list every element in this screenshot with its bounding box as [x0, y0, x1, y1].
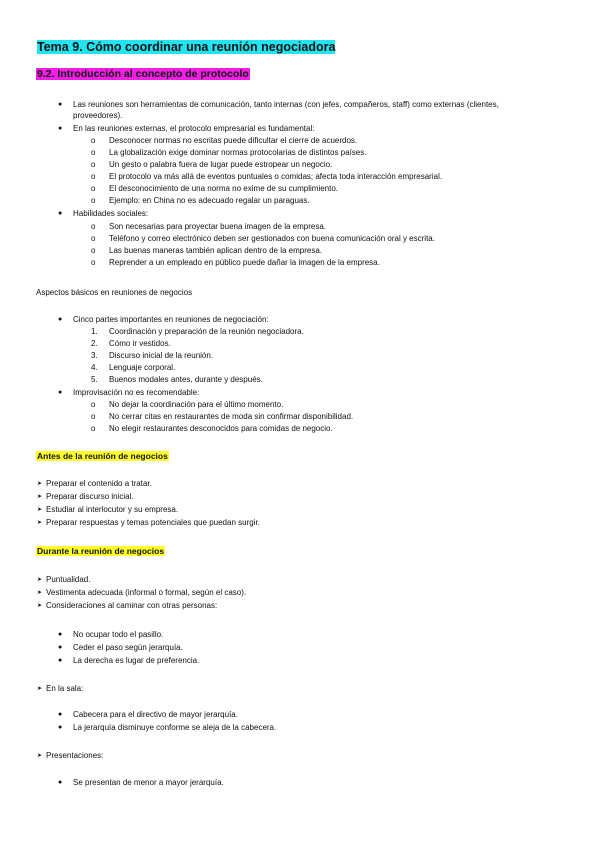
- list-item: La jerarquía disminuye conforme se aleja de la cabecera.: [73, 723, 277, 732]
- document-title: [36, 39, 336, 55]
- circle-bullet: o: [91, 184, 96, 193]
- list-item: Coordinación y preparación de la reunión negociadora.: [109, 327, 304, 336]
- intro-bullet-2: En las reuniones externas, el protocolo empresarial es fundamental:: [73, 124, 315, 133]
- list-item: Se presentan de menor a mayor jerarquía.: [73, 778, 224, 787]
- list-item: Son necesarias para proyectar buena imagen de la empresa.: [109, 222, 327, 231]
- circle-bullet: o: [91, 172, 96, 181]
- bullet-disc: ●: [58, 779, 63, 786]
- list-item: La derecha es lugar de preferencia.: [73, 656, 200, 665]
- list-item: Teléfono y correo electrónico deben ser gestionados con buena comunicación oral y escrita.: [109, 234, 435, 243]
- list-number: 3.: [91, 351, 98, 360]
- list-item: Cabecera para el directivo de mayor jerarquía.: [73, 710, 238, 719]
- aspects-bullet-2: Improvisación no es recomendable:: [73, 388, 200, 397]
- list-item: No cerrar citas en restaurantes de moda sin confirmar disponibilidad.: [109, 412, 354, 421]
- bullet-disc: ●: [58, 711, 63, 718]
- bullet-disc: ●: [58, 724, 63, 731]
- aspects-bullet-1: Cinco partes importantes en reuniones de negociación:: [73, 315, 269, 324]
- section-heading: [36, 67, 250, 81]
- list-item: Reprender a un empleado en público puede dañar la imagen de la empresa.: [109, 258, 380, 267]
- list-item: Cómo ir vestidos.: [109, 339, 171, 348]
- document-title-text: Tema 9. Cómo coordinar una reunión negociadora: [37, 40, 336, 54]
- aspects-heading: Aspectos básicos en reuniones de negocios: [36, 288, 193, 297]
- circle-bullet: o: [91, 234, 96, 243]
- list-item: Ejemplo: en China no es adecuado regalar un paraguas.: [109, 196, 310, 205]
- bullet-disc: ●: [58, 101, 63, 108]
- list-number: 1.: [91, 327, 98, 336]
- bullet-disc: ●: [58, 316, 63, 323]
- list-item: El protocolo va más allá de eventos puntuales o comidas; afecta toda interacción empresarial.: [109, 172, 443, 181]
- bullet-disc: ●: [58, 657, 63, 664]
- durante-heading: [36, 546, 165, 557]
- list-item: Estudiar al interlocutor y su empresa.: [46, 505, 179, 514]
- arrow-bullet: ➤: [37, 494, 43, 500]
- bullet-disc: ●: [58, 389, 63, 396]
- list-number: 2.: [91, 339, 98, 348]
- list-item: No dejar la coordinación para el último momento.: [109, 400, 284, 409]
- arrow-bullet: ➤: [37, 753, 43, 759]
- bullet-disc: ●: [58, 210, 63, 217]
- arrow-bullet: ➤: [37, 590, 43, 596]
- arrow-bullet: ➤: [37, 577, 43, 583]
- circle-bullet: o: [91, 424, 96, 433]
- list-item: Preparar respuestas y temas potenciales que puedan surgir.: [46, 518, 260, 527]
- list-item: Discurso inicial de la reunión.: [109, 351, 214, 360]
- arrow-bullet: ➤: [37, 481, 43, 487]
- section-heading-text: 9.2. Introducción al concepto de protocolo: [37, 68, 249, 80]
- list-number: 5.: [91, 375, 98, 384]
- arrow-bullet: ➤: [37, 686, 43, 692]
- list-item: Preparar el contenido a tratar.: [46, 479, 152, 488]
- list-item: Las buenas maneras también aplican dentro de la empresa.: [109, 246, 323, 255]
- list-number: 4.: [91, 363, 98, 372]
- circle-bullet: o: [91, 412, 96, 421]
- durante-heading-text: Durante la reunión de negocios: [37, 546, 165, 556]
- circle-bullet: o: [91, 258, 96, 267]
- list-item: No elegir restaurantes desconocidos para comidas de negocio.: [109, 424, 333, 433]
- intro-bullet-1: Las reuniones son herramientas de comunicación, tanto internas (con jefes, compañeros, staff) como externas (clientes,: [73, 100, 499, 109]
- circle-bullet: o: [91, 196, 96, 205]
- list-item: El desconocimiento de una norma no exime de su cumplimiento.: [109, 184, 339, 193]
- list-item: No ocupar todo el pasillo.: [73, 630, 164, 639]
- intro-bullet-1-cont: proveedores).: [73, 111, 123, 120]
- list-item: Preparar discurso inicial.: [46, 492, 134, 501]
- circle-bullet: o: [91, 222, 96, 231]
- circle-bullet: o: [91, 148, 96, 157]
- arrow-bullet: ➤: [37, 507, 43, 513]
- list-item: La globalización exige dominar normas protocolarias de distintos países.: [109, 148, 367, 157]
- circle-bullet: o: [91, 160, 96, 169]
- bullet-disc: ●: [58, 631, 63, 638]
- bullet-disc: ●: [58, 125, 63, 132]
- list-item: Un gesto o palabra fuera de lugar puede estropear un negocio.: [109, 160, 333, 169]
- arrow-bullet: ➤: [37, 520, 43, 526]
- intro-bullet-3: Habilidades sociales:: [73, 209, 149, 218]
- list-item: Vestimenta adecuada (informal o formal, según el caso).: [46, 588, 247, 597]
- circle-bullet: o: [91, 246, 96, 255]
- circle-bullet: o: [91, 400, 96, 409]
- sala-label: En la sala:: [46, 684, 84, 693]
- antes-heading-text: Antes de la reunión de negocios: [37, 451, 168, 461]
- list-item: Consideraciones al caminar con otras personas:: [46, 601, 218, 610]
- presentaciones-label: Presentaciones:: [46, 751, 104, 760]
- list-item: Puntualidad.: [46, 575, 91, 584]
- list-item: Lenguaje corporal.: [109, 363, 176, 372]
- list-item: Ceder el paso según jerarquía.: [73, 643, 183, 652]
- list-item: Buenos modales antes, durante y después.: [109, 375, 263, 384]
- antes-heading: [36, 451, 169, 462]
- arrow-bullet: ➤: [37, 603, 43, 609]
- bullet-disc: ●: [58, 644, 63, 651]
- circle-bullet: o: [91, 136, 96, 145]
- list-item: Desconocer normas no escritas puede dificultar el cierre de acuerdos.: [109, 136, 358, 145]
